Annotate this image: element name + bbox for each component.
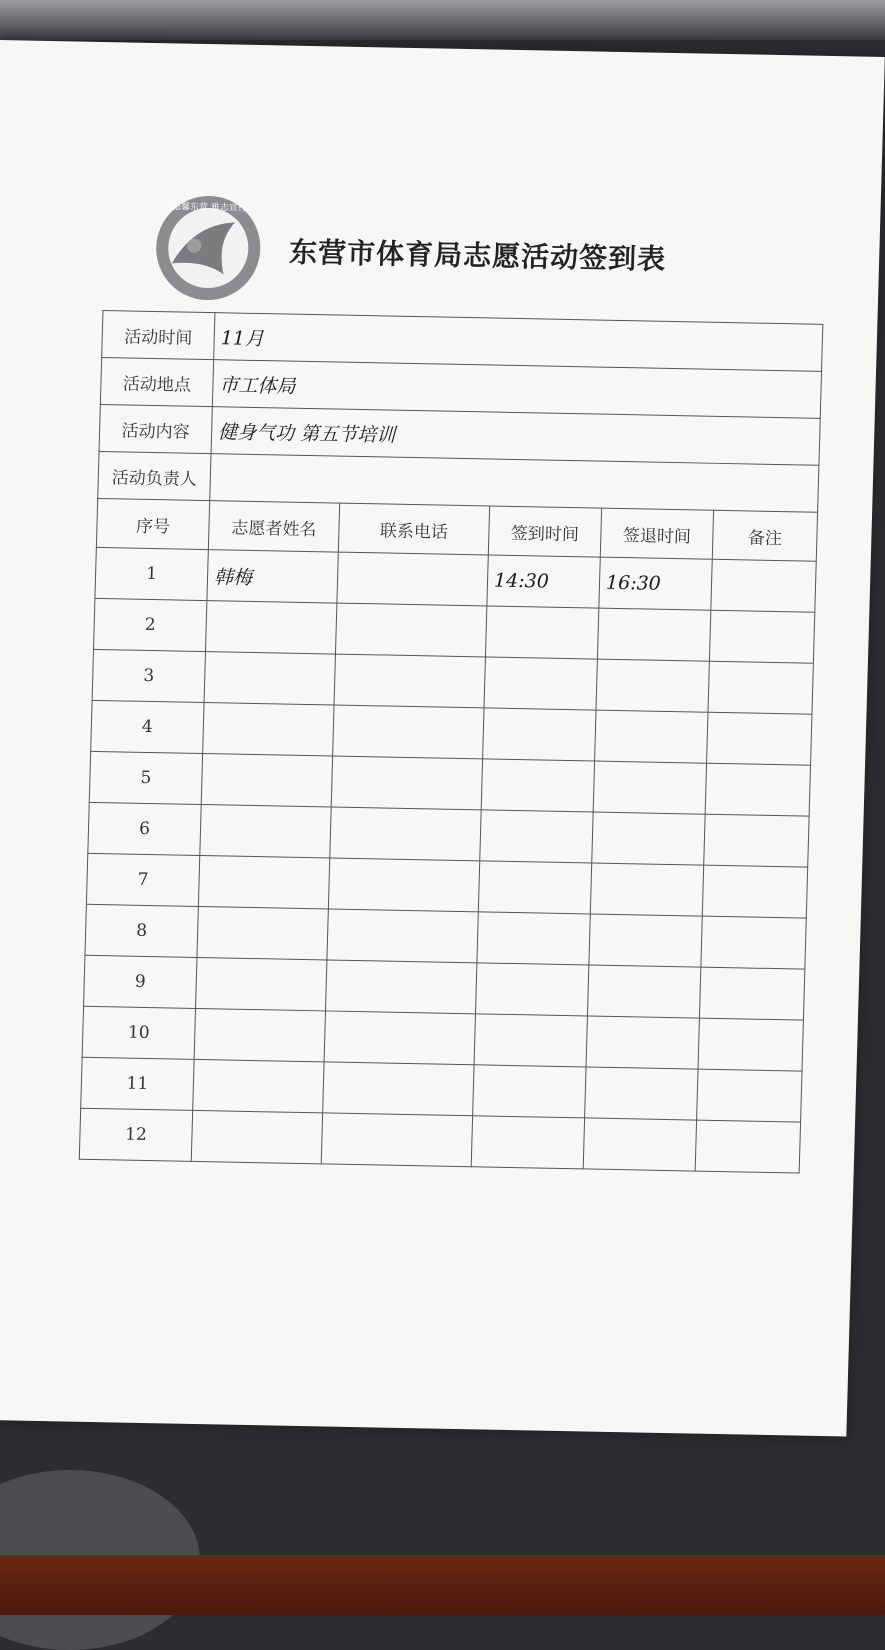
remarks-cell[interactable]	[705, 763, 810, 816]
volunteer-name-cell[interactable]	[196, 957, 327, 1010]
remarks-cell[interactable]	[711, 559, 816, 612]
volunteer-name-cell[interactable]	[200, 805, 331, 858]
row-number: 3	[92, 649, 205, 702]
sign-in-time-cell[interactable]	[477, 912, 590, 965]
volunteer-name-cell[interactable]	[197, 906, 328, 959]
phone-cell[interactable]	[337, 552, 488, 606]
remarks-cell[interactable]	[708, 661, 813, 714]
sign-out-time-cell[interactable]	[583, 1118, 696, 1171]
sign-in-time-cell[interactable]	[473, 1065, 586, 1118]
remarks-cell[interactable]	[707, 712, 812, 765]
sign-in-time-cell[interactable]	[485, 606, 598, 659]
volunteer-name-cell[interactable]: 韩梅	[207, 550, 338, 603]
sign-out-time-cell[interactable]	[595, 710, 708, 763]
column-header: 备注	[712, 510, 817, 561]
phone-cell[interactable]	[330, 807, 481, 861]
remarks-cell[interactable]	[701, 916, 806, 969]
sign-out-time-cell[interactable]	[585, 1067, 698, 1120]
volunteer-name-cell[interactable]	[204, 652, 335, 705]
row-number: 8	[85, 904, 198, 957]
volunteer-name-cell[interactable]	[198, 855, 329, 908]
row-number: 12	[79, 1108, 192, 1161]
column-header: 序号	[96, 498, 209, 549]
remarks-cell[interactable]	[699, 967, 804, 1020]
remarks-cell[interactable]	[702, 865, 807, 918]
column-header: 志愿者姓名	[208, 501, 339, 552]
column-header: 签退时间	[600, 508, 713, 559]
volunteer-name-cell[interactable]	[194, 1008, 325, 1061]
row-number: 2	[94, 598, 207, 651]
row-number: 11	[81, 1057, 194, 1110]
column-header: 签到时间	[488, 506, 601, 557]
phone-cell[interactable]	[327, 909, 478, 963]
sign-out-time-cell[interactable]	[586, 1016, 699, 1069]
sign-in-sheet	[0, 40, 885, 1437]
phone-cell[interactable]	[326, 960, 477, 1014]
page-title: 东营市体育局志愿活动签到表	[288, 235, 667, 276]
info-label: 活动地点	[100, 358, 213, 407]
volunteer-name-cell[interactable]	[203, 703, 334, 756]
remarks-cell[interactable]	[709, 610, 814, 663]
background-table-edge	[0, 1555, 885, 1615]
sign-in-time-cell[interactable]: 14:30	[487, 555, 600, 608]
phone-cell[interactable]	[333, 705, 484, 759]
sign-out-time-cell[interactable]	[589, 914, 702, 967]
remarks-cell[interactable]	[697, 1069, 802, 1122]
row-number: 4	[91, 700, 204, 753]
volunteer-name-cell[interactable]	[201, 754, 332, 807]
phone-cell[interactable]	[335, 603, 486, 657]
sign-in-time-cell[interactable]	[475, 963, 588, 1016]
signin-table	[79, 310, 824, 1174]
row-number: 5	[89, 751, 202, 804]
sign-out-time-cell[interactable]	[596, 659, 709, 712]
phone-cell[interactable]	[331, 756, 482, 810]
info-value[interactable]: 健身气功 第五节培训	[211, 407, 820, 466]
sign-in-time-cell[interactable]	[480, 810, 593, 863]
volunteer-name-cell[interactable]	[191, 1110, 322, 1163]
phone-cell[interactable]	[334, 654, 485, 708]
sign-out-time-cell[interactable]	[597, 608, 710, 661]
volunteer-name-cell[interactable]	[193, 1059, 324, 1112]
background-top	[0, 0, 885, 40]
row-number: 9	[84, 955, 197, 1008]
sign-in-time-cell[interactable]	[483, 708, 596, 761]
sign-out-time-cell[interactable]	[593, 761, 706, 814]
row-number: 1	[95, 547, 208, 600]
logo-seal	[153, 193, 264, 303]
info-label: 活动时间	[102, 311, 215, 360]
info-value[interactable]: 11月	[214, 313, 823, 372]
logo-text-left: 德馨东营 雅志宣行	[171, 202, 247, 214]
phone-cell[interactable]	[324, 1011, 475, 1065]
remarks-cell[interactable]	[695, 1120, 800, 1173]
info-label: 活动内容	[99, 404, 212, 453]
volunteer-name-cell[interactable]	[205, 601, 336, 654]
row-number: 7	[86, 853, 199, 906]
remarks-cell[interactable]	[704, 814, 809, 867]
phone-cell[interactable]	[328, 858, 479, 912]
sign-in-time-cell[interactable]	[478, 861, 591, 914]
sign-in-time-cell[interactable]	[474, 1014, 587, 1067]
row-number: 6	[88, 802, 201, 855]
row-number: 10	[82, 1006, 195, 1059]
phone-cell[interactable]	[323, 1062, 474, 1116]
info-label: 活动负责人	[98, 451, 211, 500]
phone-cell[interactable]	[321, 1113, 472, 1167]
remarks-cell[interactable]	[698, 1018, 803, 1071]
sign-out-time-cell[interactable]	[592, 812, 705, 865]
sign-out-time-cell[interactable]: 16:30	[599, 557, 712, 610]
sign-in-time-cell[interactable]	[471, 1116, 584, 1169]
sign-in-time-cell[interactable]	[481, 759, 594, 812]
sign-in-time-cell[interactable]	[484, 657, 597, 710]
sign-out-time-cell[interactable]	[590, 863, 703, 916]
sign-out-time-cell[interactable]	[587, 965, 700, 1018]
info-value[interactable]: 市工体局	[212, 360, 821, 419]
column-header: 联系电话	[338, 503, 489, 555]
